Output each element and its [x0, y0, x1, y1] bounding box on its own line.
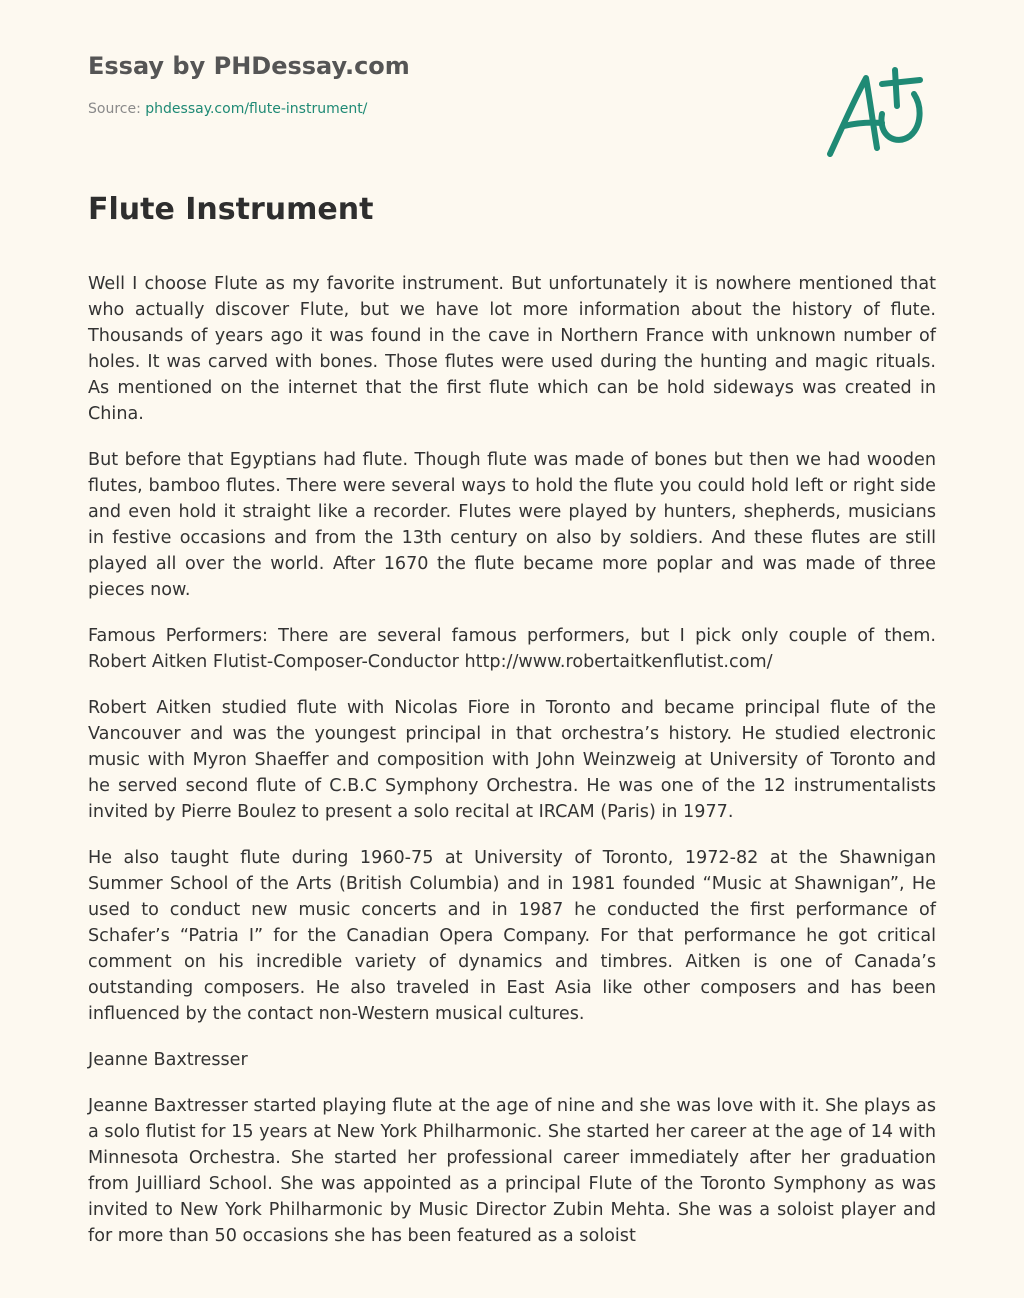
source-line: [88, 100, 688, 118]
source-label: Source:: [88, 101, 141, 117]
a-plus-logo-icon: [820, 62, 932, 162]
essay-paragraph: He also taught flute during 1960-75 at University of Toronto, 1972-82 at the Shawnigan Summer School of the Arts (British Columbia) and in 1981 founded “Music at Shawnigan”, He used to conduct new music concerts and in 1987 he conducted the first performance of Schafer’s “Patria I” for the Canadian Opera Company. For that performance he got critical comment on his incredible variety of dynamics and timbres. Aitken is one of Canada’s outstanding composers. He also traveled in East Asia like other composers and has been influenced by the contact non-Western musical cultures.: [88, 848, 936, 1024]
essay-body: [88, 271, 936, 1269]
essay-paragraph: Well I choose Flute as my favorite instrument. But unfortunately it is nowhere mentioned that who actually discover Flute, but we have lot more information about the history of flute. Thousands of years ago it was found in the cave in Northern France with unknown number of holes. It was carved with bones. Those flutes were used during the hunting and magic rituals. As mentioned on the internet that the first flute which can be hold sideways was created in China.: [88, 274, 936, 424]
essay-paragraph: Robert Aitken studied flute with Nicolas Fiore in Toronto and became principal flute of the Vancouver and was the youngest principal in that orchestra’s history. He studied electronic music with Myron Shaeffer and composition with John Weinzweig at University of Toronto and he served second flute of C.B.C Symphony Orchestra. He was one of the 12 instrumentalists invited by Pierre Boulez to present a solo recital at IRCAM (Paris) in 1977.: [88, 698, 936, 822]
logo-letter-a: [830, 78, 877, 154]
essay-paragraph: But before that Egyptians had flute. Though flute was made of bones but then we had wooden flutes, bamboo flutes. There were several ways to hold the flute you could hold left or right side and even hold it straight like a recorder. Flutes were played by hunters, shepherds, musicians in festive occasions and from the 13th century on also by soldiers. And these flutes are still played all over the world. After 1670 the flute became more poplar and was made of three pieces now.: [88, 450, 936, 600]
logo-swoosh: [881, 94, 919, 140]
essay-title: Flute Instrument: [88, 192, 374, 227]
source-link[interactable]: phdessay.com/flute-instrument/: [145, 101, 368, 117]
logo-crossbar: [844, 123, 882, 126]
logo-plus-vertical: [895, 70, 897, 106]
logo-plus-horizontal: [882, 80, 920, 84]
page-header: [88, 50, 688, 118]
essay-paragraph: Jeanne Baxtresser started playing flute at the age of nine and she was love with it. She plays as a solo flutist for 15 years at New York Philharmonic. She started her career at the age of 14 with Minnesota Orchestra. She started her professional career immediately after her graduation from Juilliard School. She was appointed as a principal Flute of the Toronto Symphony as was invited to New York Philharmonic by Music Director Zubin Mehta. She was a soloist player and for more than 50 occasions she has been featured as a soloist: [88, 1096, 936, 1246]
brand-title: Essay by PHDessay.com: [88, 52, 410, 80]
essay-paragraph: Famous Performers: There are several famous performers, but I pick only couple of them. Robert Aitken Flutist-Composer-Conductor http://www.robertaitkenflutist.com/: [88, 626, 936, 672]
essay-subheading: Jeanne Baxtresser: [88, 1050, 248, 1070]
